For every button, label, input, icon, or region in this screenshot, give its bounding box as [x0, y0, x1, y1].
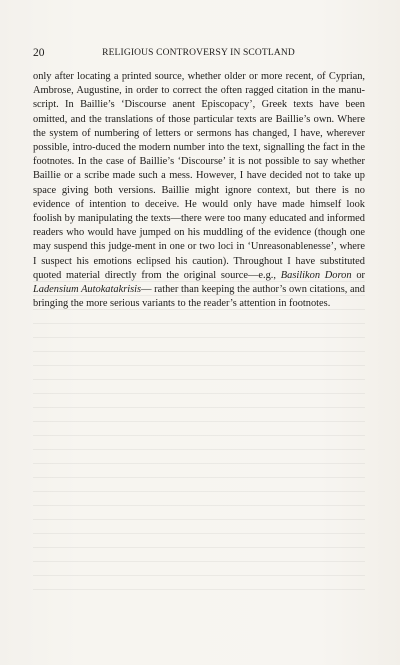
show-through-texture: [33, 269, 365, 592]
running-head: RELIGIOUS CONTROVERSY IN SCOTLAND: [102, 48, 295, 58]
paragraph: [33, 70, 365, 311]
body-text: [33, 70, 365, 311]
italic-title-ladensium-autokatakrisis: Ladensium Autokatakrisis: [33, 284, 142, 296]
text-run: or: [351, 269, 365, 281]
page-number: 20: [33, 47, 45, 59]
italic-title-basilikon-doron: Basilikon Doron: [280, 269, 352, 281]
text-run: — rather than keeping the author’s own citations, and bringing the more serious variants to the reader’s attention in footnotes.: [33, 284, 366, 310]
page-header: [33, 46, 364, 60]
text-run: only after locating a printed source, whether older or more recent, of Cyprian, Ambrose, Augustine, in order to correct the often ragged citation in the manu-script. In Baillie’s ‘Discourse anent Episcopacy’, Greek texts have been omitted, and the translations of those particular texts are Baillie’s own. Where the system of numbering of letters or sermons has changed, I have, wherever possible, intro-duced the modern number into the text, signalling the fact in the footnotes. In the case of Baillie’s ‘Discourse’ it is not possible to say whether Baillie or a scribe made such a mess. However, I have decided not to take up space giving both versions. Baillie might ignore context, but there is no evidence of intention to deceive. He would only have made himself look foolish by manipulating the texts—there were too many educated and informed readers who would have jumped on his muddling of the evidence (though one may suspend this judge-ment in one or two loci in ‘Unreasonablenesse’, where I suspect his emotions eclipsed his caution). Throughout I have substituted quoted material directly from the original source—e.g.,: [33, 71, 365, 281]
